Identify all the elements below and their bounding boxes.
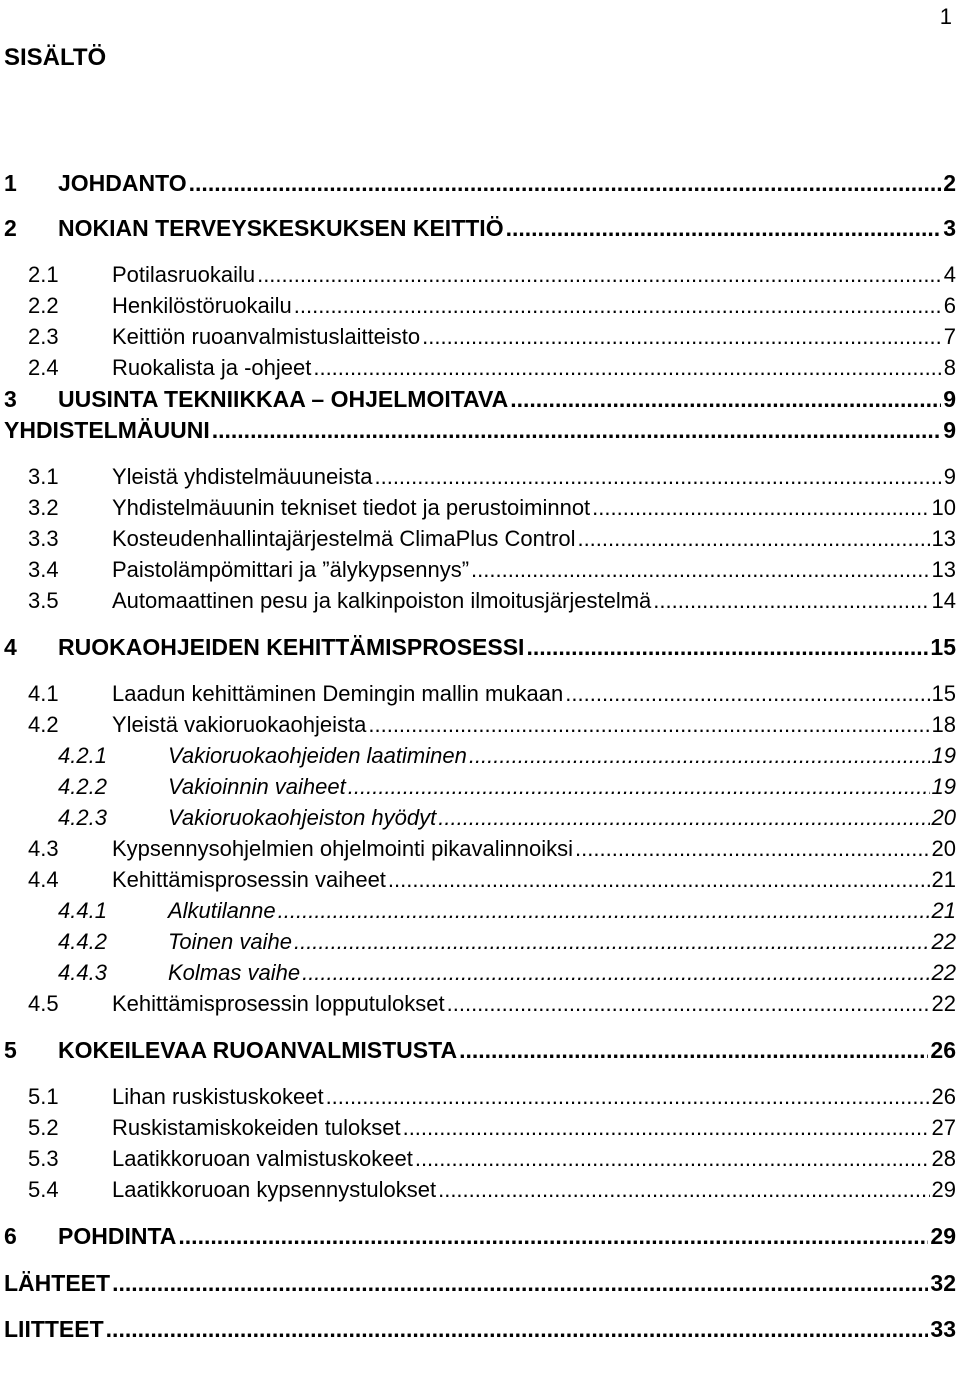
toc-entry-page: 28 bbox=[931, 1146, 956, 1171]
toc-entry-title: Kehittämisprosessin vaiheet bbox=[112, 867, 386, 892]
dot-leader bbox=[212, 417, 941, 444]
toc-entry-number: 3 bbox=[4, 386, 17, 412]
toc-entry-title: LIITTEET bbox=[4, 1316, 104, 1342]
dot-leader bbox=[459, 1037, 928, 1064]
toc-entry-number: 4.2.1 bbox=[58, 743, 107, 768]
toc-entry-number: 2.1 bbox=[28, 262, 59, 287]
toc-entry-page: 29 bbox=[930, 1223, 956, 1249]
toc-entry-title: Potilasruokailu bbox=[112, 262, 256, 287]
toc-entry-title: Automaattinen pesu ja kalkinpoiston ilmoitusjärjestelmä bbox=[112, 588, 652, 613]
toc-entry-page: 27 bbox=[931, 1115, 956, 1140]
dot-leader bbox=[526, 634, 928, 661]
toc-entry[interactable] bbox=[0, 495, 960, 527]
toc-entry[interactable] bbox=[0, 293, 960, 325]
toc-entry-title: Yhdistelmäuunin tekniset tiedot ja perustoiminnot bbox=[112, 495, 591, 520]
toc-entry-number: 5 bbox=[4, 1037, 17, 1063]
dot-leader bbox=[178, 1223, 928, 1250]
toc-entry-number: 4.4.2 bbox=[58, 929, 107, 954]
dot-leader bbox=[577, 526, 929, 552]
dot-leader bbox=[438, 805, 929, 831]
toc-entry[interactable] bbox=[0, 712, 960, 744]
toc-entry[interactable] bbox=[0, 991, 960, 1023]
toc-entry[interactable] bbox=[0, 1146, 960, 1178]
dot-leader bbox=[326, 1084, 930, 1110]
toc-entry-number: 5.3 bbox=[28, 1146, 59, 1171]
toc-entry-title: JOHDANTO bbox=[58, 170, 187, 196]
toc-entry-number: 4.1 bbox=[28, 681, 59, 706]
toc-entry-page: 26 bbox=[931, 1084, 956, 1109]
toc-entry-page: 9 bbox=[943, 417, 956, 443]
toc-entry[interactable] bbox=[0, 774, 960, 806]
toc-entry-number: 3.1 bbox=[28, 464, 59, 489]
dot-leader bbox=[653, 588, 929, 614]
toc-entry[interactable] bbox=[0, 634, 960, 666]
dot-leader bbox=[374, 464, 941, 490]
toc-entry-title: UUSINTA TEKNIIKKAA – OHJELMOITAVA bbox=[58, 386, 509, 412]
toc-entry-number: 5.2 bbox=[28, 1115, 59, 1140]
toc-entry[interactable] bbox=[0, 526, 960, 558]
toc-entry-number: 4.3 bbox=[28, 836, 59, 861]
toc-entry[interactable] bbox=[0, 557, 960, 589]
toc-entry[interactable] bbox=[0, 1177, 960, 1209]
toc-entry-title: Kehittämisprosessin lopputulokset bbox=[112, 991, 445, 1016]
toc-entry-number: 6 bbox=[4, 1223, 17, 1249]
toc-entry[interactable] bbox=[0, 1037, 960, 1069]
toc-entry-title: Yleistä vakioruokaohjeista bbox=[112, 712, 367, 737]
toc-entry-number: 1 bbox=[4, 170, 17, 196]
toc-entry-title: Ruokalista ja -ohjeet bbox=[112, 355, 312, 380]
toc-entry-page: 21 bbox=[931, 898, 956, 923]
toc-entry-page: 19 bbox=[931, 743, 956, 768]
dot-leader bbox=[592, 495, 929, 521]
toc-entry[interactable] bbox=[0, 588, 960, 620]
toc-title: SISÄLTÖ bbox=[4, 44, 107, 71]
toc-entry-title: Yleistä yhdistelmäuuneista bbox=[112, 464, 373, 489]
toc-entry-number: 5.4 bbox=[28, 1177, 59, 1202]
toc-entry[interactable] bbox=[0, 681, 960, 713]
toc-entry-page: 26 bbox=[930, 1037, 956, 1063]
toc-entry-title: Alkutilanne bbox=[168, 898, 276, 923]
toc-entry-page: 8 bbox=[943, 355, 956, 380]
toc-entry-number: 4.2.3 bbox=[58, 805, 107, 830]
toc-entry[interactable] bbox=[0, 355, 960, 387]
toc-entry-number: 4.5 bbox=[28, 991, 59, 1016]
toc-entry-title: POHDINTA bbox=[58, 1223, 177, 1249]
toc-entry-title: Vakioinnin vaiheet bbox=[168, 774, 346, 799]
toc-entry-title: Kosteudenhallintajärjestelmä ClimaPlus Control bbox=[112, 526, 576, 551]
dot-leader bbox=[415, 1146, 930, 1172]
toc-entry-number: 4 bbox=[4, 634, 17, 660]
toc-entry-title: Henkilöstöruokailu bbox=[112, 293, 292, 318]
toc-entry-page: 20 bbox=[931, 805, 956, 830]
dot-leader bbox=[422, 324, 942, 350]
toc-entry-page: 29 bbox=[931, 1177, 956, 1202]
dot-leader bbox=[278, 898, 930, 924]
toc-entry-number: 4.2 bbox=[28, 712, 59, 737]
toc-entry-title: Toinen vaihe bbox=[168, 929, 292, 954]
dot-leader bbox=[469, 743, 930, 769]
toc-entry-page: 22 bbox=[931, 929, 956, 954]
toc-entry-title: Ruskistamiskokeiden tulokset bbox=[112, 1115, 401, 1140]
dot-leader bbox=[294, 929, 930, 955]
toc-entry-page: 3 bbox=[943, 215, 956, 241]
toc-entry-page: 15 bbox=[931, 681, 956, 706]
toc-entry-number: 3.3 bbox=[28, 526, 59, 551]
toc-entry-page: 13 bbox=[931, 557, 956, 582]
page-number: 1 bbox=[939, 4, 952, 29]
toc-entry-title: Keittiön ruoanvalmistuslaitteisto bbox=[112, 324, 421, 349]
toc-entry-number: 2 bbox=[4, 215, 17, 241]
toc-entry-page: 7 bbox=[943, 324, 956, 349]
toc-entry-page: 10 bbox=[931, 495, 956, 520]
toc-entry[interactable] bbox=[0, 960, 960, 992]
toc-entry-title: LÄHTEET bbox=[4, 1270, 111, 1296]
toc-entry[interactable] bbox=[0, 262, 960, 294]
toc-entry-page: 14 bbox=[931, 588, 956, 613]
toc-entry-number: 3.5 bbox=[28, 588, 59, 613]
dot-leader bbox=[447, 991, 930, 1017]
dot-leader bbox=[257, 262, 942, 288]
toc-entry-number: 4.4 bbox=[28, 867, 59, 892]
dot-leader bbox=[403, 1115, 930, 1141]
toc-entry[interactable] bbox=[0, 215, 960, 247]
dot-leader bbox=[575, 836, 929, 862]
toc-entry-number: 2.4 bbox=[28, 355, 59, 380]
dot-leader bbox=[438, 1177, 929, 1203]
toc-entry-number: 4.4.3 bbox=[58, 960, 107, 985]
toc-entry[interactable] bbox=[0, 805, 960, 837]
toc-entry-number: 2.2 bbox=[28, 293, 59, 318]
dot-leader bbox=[510, 386, 941, 413]
dot-leader bbox=[189, 170, 942, 197]
toc-entry-number: 3.2 bbox=[28, 495, 59, 520]
toc-entry[interactable] bbox=[0, 1115, 960, 1147]
dot-leader bbox=[471, 557, 929, 583]
toc-entry[interactable] bbox=[0, 929, 960, 961]
dot-leader bbox=[348, 774, 930, 800]
toc-entry-title: Laadun kehittäminen Demingin mallin mukaan bbox=[112, 681, 564, 706]
dot-leader bbox=[302, 960, 929, 986]
toc-entry-page: 32 bbox=[930, 1270, 956, 1296]
toc-entry[interactable] bbox=[0, 170, 960, 202]
toc-entry[interactable] bbox=[0, 464, 960, 496]
toc-entry[interactable] bbox=[0, 1223, 960, 1255]
toc-entry-page: 6 bbox=[943, 293, 956, 318]
toc-entry-page: 22 bbox=[931, 991, 956, 1016]
toc-entry-title: RUOKAOHJEIDEN KEHITTÄMISPROSESSI bbox=[58, 634, 525, 660]
toc-entry[interactable] bbox=[0, 836, 960, 868]
toc-entry-page: 19 bbox=[931, 774, 956, 799]
toc-entry-page: 9 bbox=[943, 464, 956, 489]
toc-entry-number: 4.4.1 bbox=[58, 898, 107, 923]
toc-entry-page: 2 bbox=[943, 170, 956, 196]
dot-leader bbox=[368, 712, 929, 738]
toc-entry[interactable] bbox=[0, 743, 960, 775]
toc-entry[interactable] bbox=[0, 1316, 960, 1348]
toc-entry-number: 5.1 bbox=[28, 1084, 59, 1109]
toc-entry-title: NOKIAN TERVEYSKESKUKSEN KEITTIÖ bbox=[58, 215, 504, 241]
toc-entry-title: Laatikkoruoan kypsennystulokset bbox=[112, 1177, 437, 1202]
toc-entry-title: Laatikkoruoan valmistuskokeet bbox=[112, 1146, 413, 1171]
dot-leader bbox=[106, 1316, 929, 1343]
dot-leader bbox=[388, 867, 930, 893]
toc-entry[interactable] bbox=[0, 898, 960, 930]
toc-entry-number: 3.4 bbox=[28, 557, 59, 582]
toc-entry-title: Vakioruokaohjeiston hyödyt bbox=[168, 805, 437, 830]
dot-leader bbox=[565, 681, 929, 707]
toc-entry-title: Lihan ruskistuskokeet bbox=[112, 1084, 324, 1109]
toc-entry[interactable] bbox=[0, 386, 960, 418]
toc-entry-page: 22 bbox=[931, 960, 956, 985]
toc-entry-page: 33 bbox=[930, 1316, 956, 1342]
toc-entry-number: 4.2.2 bbox=[58, 774, 107, 799]
toc-entry-title: KOKEILEVAA RUOANVALMISTUSTA bbox=[58, 1037, 458, 1063]
toc-entry[interactable] bbox=[0, 417, 960, 449]
toc-entry-title: YHDISTELMÄUUNI bbox=[4, 417, 210, 443]
toc-entry[interactable] bbox=[0, 324, 960, 356]
toc-entry-page: 18 bbox=[931, 712, 956, 737]
toc-entry-number: 2.3 bbox=[28, 324, 59, 349]
toc-entry-page: 13 bbox=[931, 526, 956, 551]
toc-entry-page: 9 bbox=[943, 386, 956, 412]
dot-leader bbox=[112, 1270, 928, 1297]
toc-entry[interactable] bbox=[0, 1270, 960, 1302]
toc-entry[interactable] bbox=[0, 1084, 960, 1116]
toc-entry-page: 4 bbox=[943, 262, 956, 287]
toc-entry-page: 21 bbox=[931, 867, 956, 892]
toc-entry-title: Kolmas vaihe bbox=[168, 960, 301, 985]
toc-entry-page: 15 bbox=[930, 634, 956, 660]
dot-leader bbox=[313, 355, 941, 381]
toc-entry[interactable] bbox=[0, 867, 960, 899]
dot-leader bbox=[294, 293, 942, 319]
dot-leader bbox=[506, 215, 942, 242]
toc-entry-title: Paistolämpömittari ja ”älykypsennys” bbox=[112, 557, 470, 582]
toc-entry-title: Kypsennysohjelmien ohjelmointi pikavalinnoiksi bbox=[112, 836, 574, 861]
toc-entry-page: 20 bbox=[931, 836, 956, 861]
toc-entry-title: Vakioruokaohjeiden laatiminen bbox=[168, 743, 467, 768]
